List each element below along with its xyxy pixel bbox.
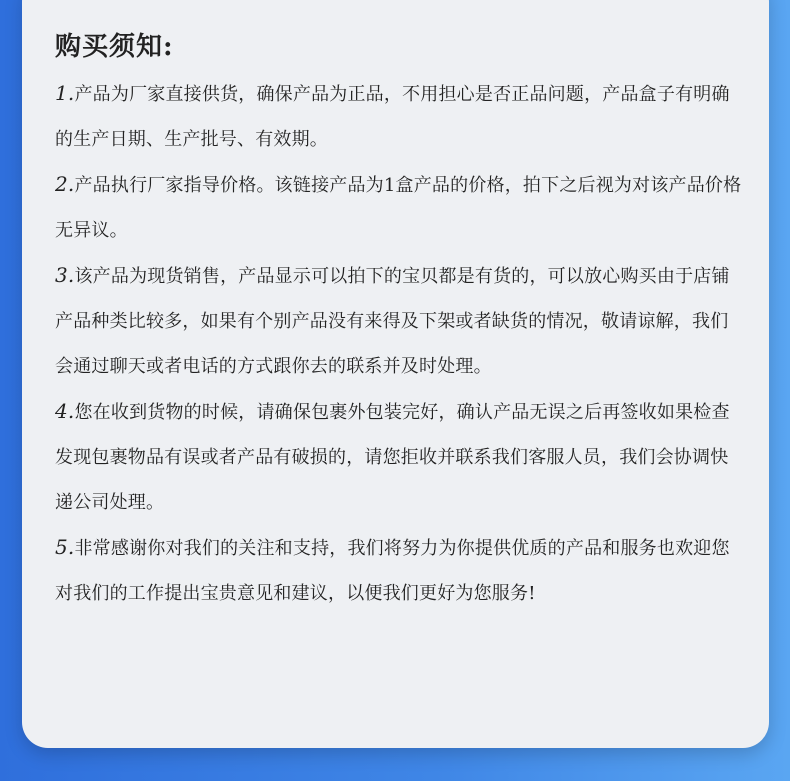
notice-item-1 (55, 71, 745, 162)
notice-item-number: 1. (55, 81, 75, 105)
notice-item-5 (55, 525, 745, 616)
notice-item-3 (55, 253, 745, 389)
notice-item-number: 3. (55, 263, 75, 287)
notice-title: 购买须知: (55, 32, 174, 62)
notice-item-number: 2. (55, 172, 75, 196)
notice-item-4 (55, 389, 745, 525)
notice-item-text: 该产品为现货销售，产品显示可以拍下的宝贝都是有货的，可以放心购买由于店铺产品种类比较多，如果有个别产品没有来得及下架或者缺货的情况，敬请谅解，我们会通过聊天或者电话的方式跟你去的联系并及时处理。 (55, 266, 730, 377)
notice-content (55, 30, 745, 616)
notice-item-2 (55, 162, 745, 253)
notice-item-number: 4. (55, 399, 75, 423)
notice-card (22, 0, 769, 748)
notice-item-number: 5. (55, 535, 75, 559)
notice-item-text: 非常感谢你对我们的关注和支持，我们将努力为你提供优质的产品和服务也欢迎您对我们的工作提出宝贵意见和建议，以便我们更好为您服务! (55, 538, 730, 604)
notice-item-text: 您在收到货物的时候，请确保包裹外包装完好，确认产品无误之后再签收如果检查发现包裹物品有误或者产品有破损的，请您拒收并联系我们客服人员，我们会协调快递公司处理。 (55, 402, 730, 513)
notice-item-text: 产品执行厂家指导价格。该链接产品为1盒产品的价格，拍下之后视为对该产品价格无异议。 (55, 175, 742, 241)
notice-item-text: 产品为厂家直接供货，确保产品为正品，不用担心是否正品问题，产品盒子有明确的生产日期、生产批号、有效期。 (55, 84, 730, 150)
